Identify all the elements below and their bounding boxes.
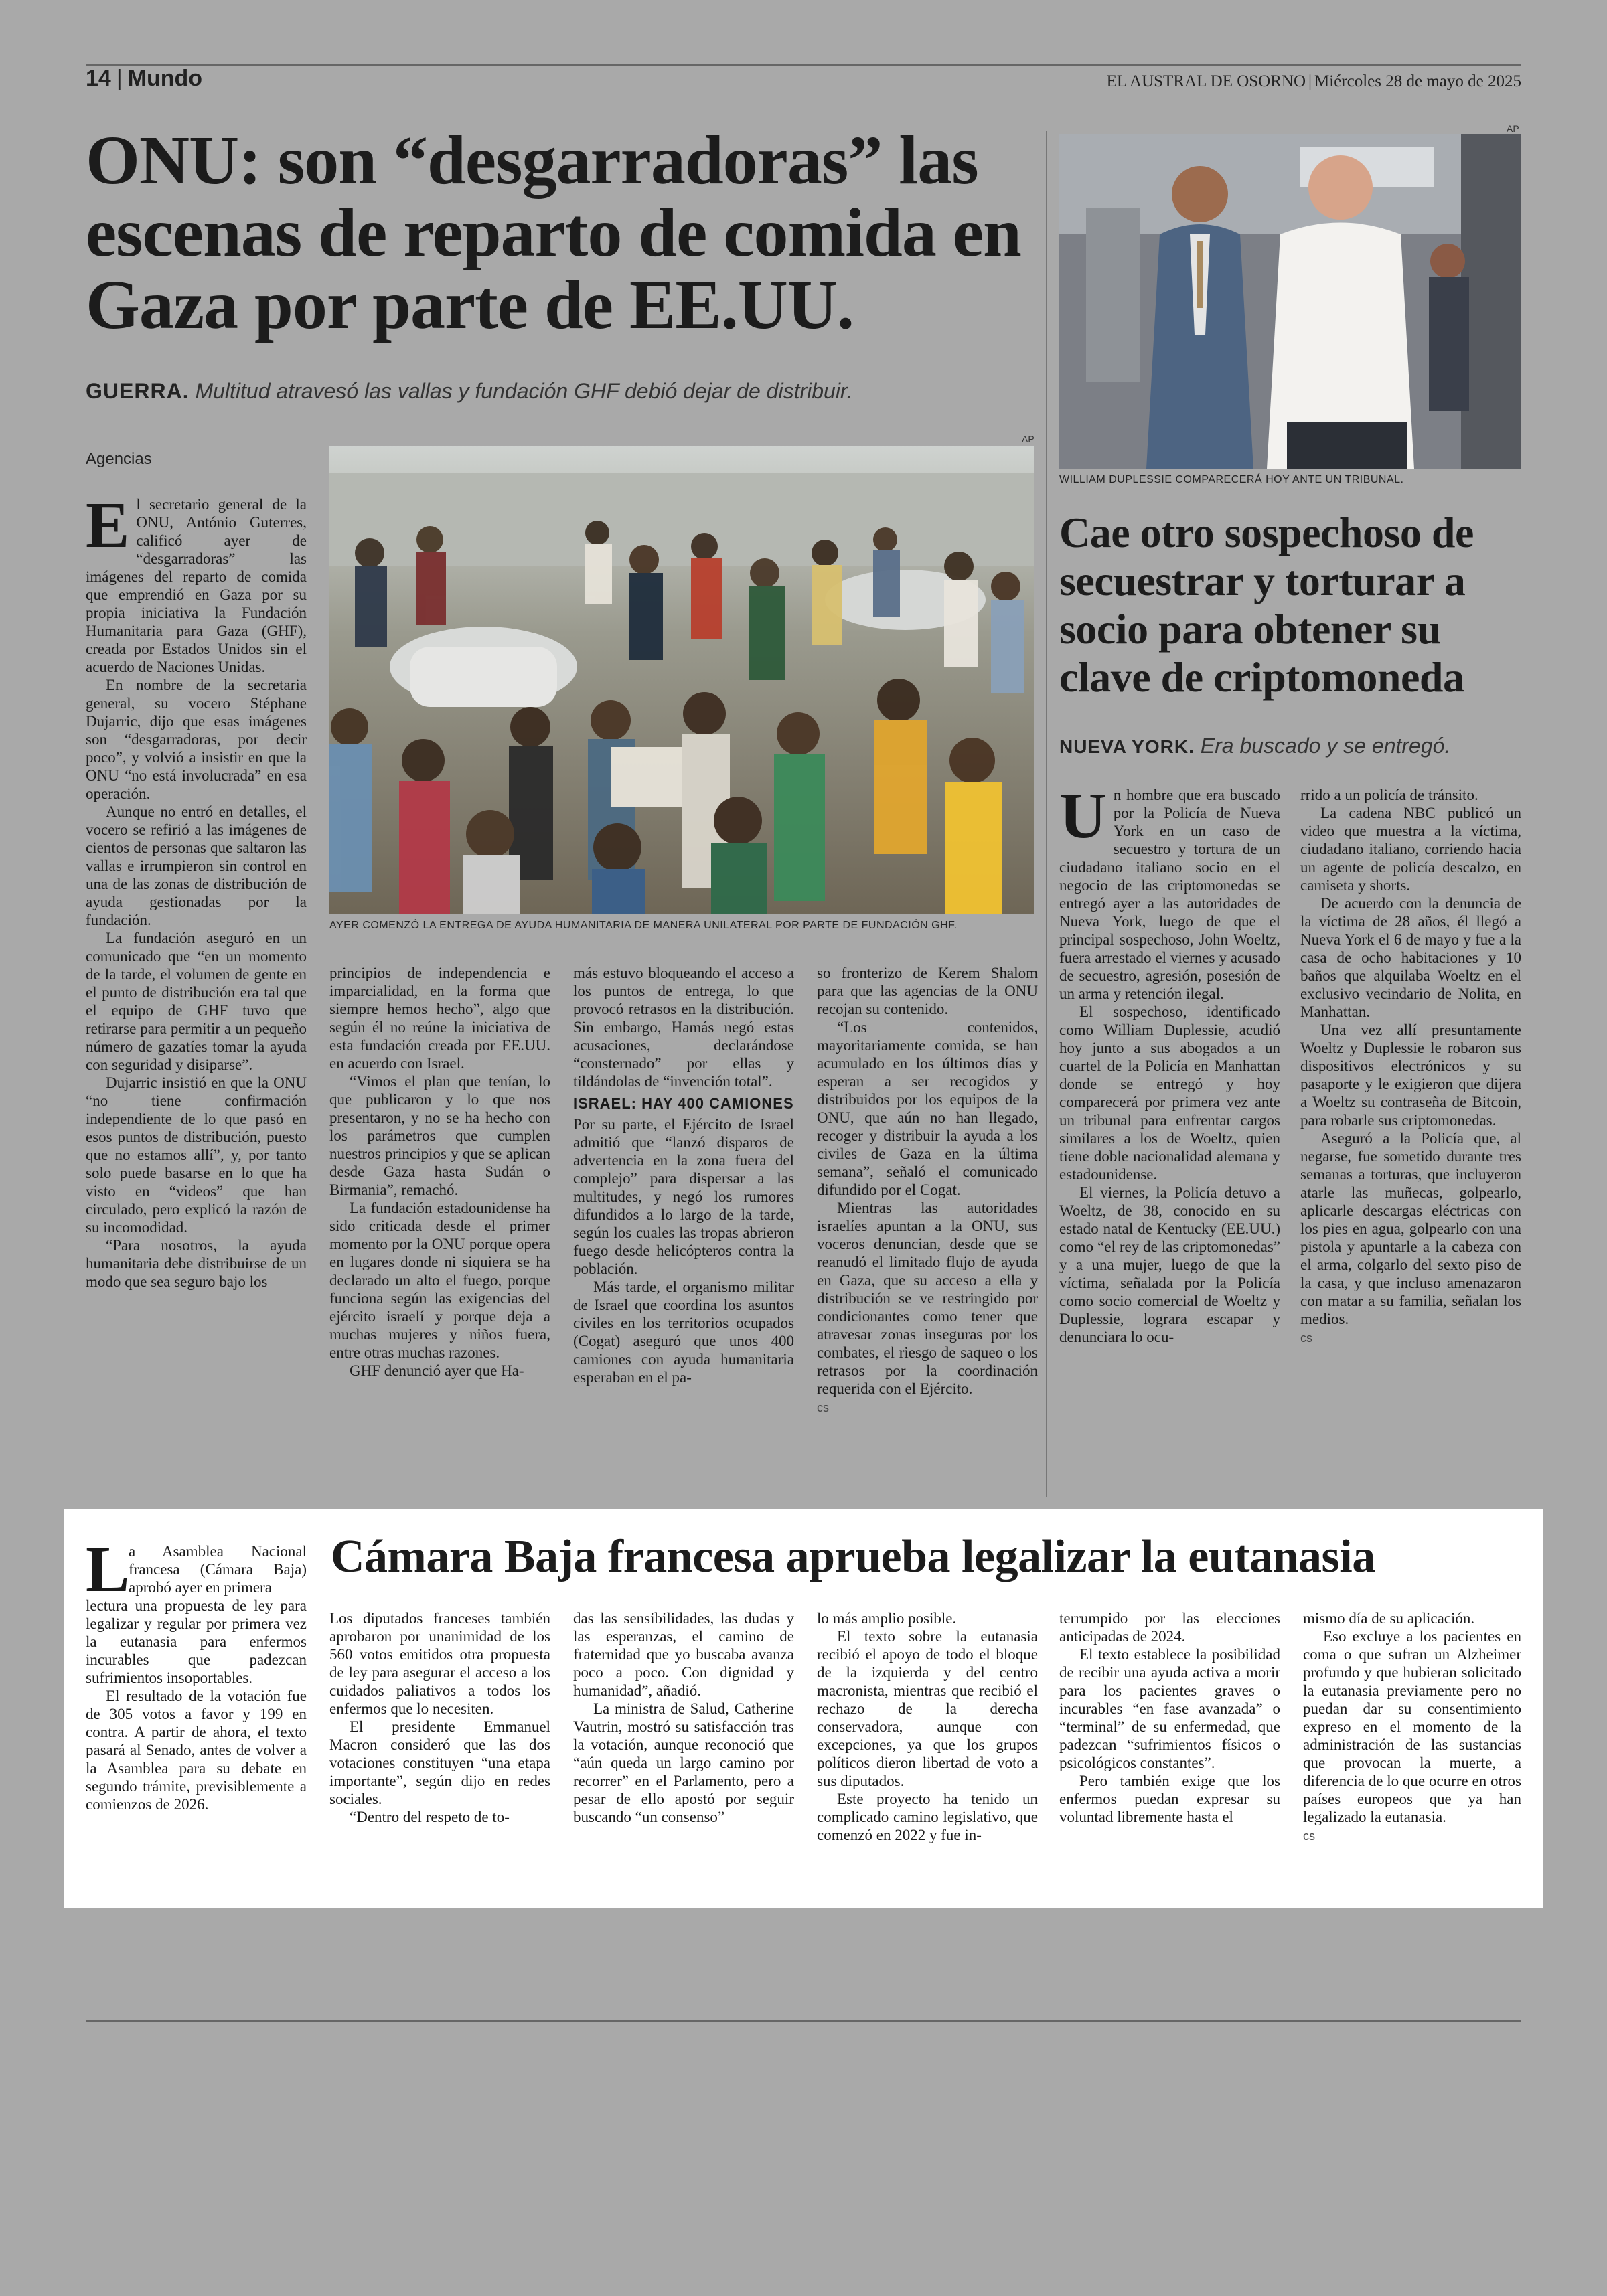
side-col1-p1: n hombre que era buscado por la Policía de Nueva York en un caso de secuestro y tortura de un ciudadano italiano socio en el negocio de las criptomonedas se entregó ayer a las autoridades de Nueva York, luego de que el principal sospechoso, John Woeltz, fuera arrestado el viernes y acusado de secuestro, agresión, posesión de un arma y retención ilegal.: [1059, 787, 1280, 1002]
bottom-col6-p1: mismo día de su aplicación.: [1303, 1610, 1475, 1627]
side-col2-p2: La cadena NBC publicó un video que muestra a la víctima, ciudadano italiano, corriendo hacia un agente de policía descalzo, en camiseta y shorts.: [1300, 805, 1521, 894]
byline: Agencias: [86, 450, 152, 468]
bottom-col5-p3: Pero también exige que los enfermos puedan expresar su voluntad libremente hasta el: [1059, 1773, 1280, 1825]
bottom-headline: Cámara Baja francesa aprueba legalizar la eutanasia: [331, 1531, 1375, 1582]
bottom-dropcap: L: [86, 1534, 130, 1606]
main-col1-p1: l secretario general de la ONU, António Guterres, calificó ayer de “desgarradoras” las imágenes del reparto de comida que emprendió en Gaza por su propia iniciativa la Fundación Humanitaria para Gaza (GHF), creada por Estados Unidos sin el acuerdo de Naciones Unidas.: [86, 496, 307, 675]
side-deck: [1059, 734, 1528, 758]
main-col1-p2: En nombre de la secretaria general, su vocero Stéphane Dujarric, dijo que esas imágenes son “desgarradoras, por decir poco”, y volvió a insistir en que la ONU “no está involucrada” en esa operación.: [86, 677, 307, 802]
main-col3-p3: Más tarde, el organismo militar de Israel que coordina los asuntos civiles en los territorios ocupados (Cogat) aseguró que unos 400 camiones con ayuda humanitaria esperaban en el pa-: [573, 1279, 794, 1386]
side-photo-credit: AP: [1507, 123, 1519, 134]
page-number: 14: [86, 66, 111, 91]
bottom-col3-p1: das las sensibilidades, las dudas y las esperanzas, el camino de fraternidad que yo buscaba avanza poco a poco. Con dignidad y humanidad”, añadió.: [573, 1610, 794, 1699]
side-col2-p3: De acuerdo con la denuncia de la víctima de 28 años, él llegó a Nueva York el 6 de mayo y fue a la casa de ocho habitaciones y 10 baños que alquilaba Woeltz en el exclusivo vecindario de Nolita, en Manhattan.: [1300, 895, 1521, 1020]
main-col1-p5: Dujarric insistió en que la ONU “no tiene confirmación independiente de lo que pasó en esos puntos de distribución, puesto que no estamos allí”, y, por tanto solo puede basarse en lo que ha visto en “videos” que han circulado, pero explicó la razón de su incomodidad.: [86, 1074, 307, 1236]
main-deck: [86, 379, 1050, 404]
main-col2-p1: principios de independencia e imparcialidad, en la forma que siempre hemos hecho”, algo que según él no reúne la iniciativa de esta fundación creada por EE.UU. en acuerdo con Israel.: [329, 965, 550, 1072]
bottom-col-1: [86, 1534, 307, 1813]
folio-separator: |: [116, 66, 123, 91]
bottom-col2-p2: El presidente Emmanuel Macron consideró que las dos votaciones constituyen “una etapa importante”, según dijo en redes sociales.: [329, 1718, 550, 1807]
main-deck-text: Multitud atravesó las vallas y fundación GHF debió dejar de distribuir.: [195, 379, 853, 403]
bottom-col5-p2: El texto establece la posibilidad de recibir una ayuda activa a morir para los pacientes graves o incurables “en fase avanzada” o “terminal” de su enfermedad, que padezcan “sufrimientos físicos o psicológicos constantes”.: [1059, 1646, 1280, 1771]
main-col2-p3: La fundación estadounidense ha sido criticada desde el primer momento por la ONU porque opera en lugares donde ni siquiera se ha declarado un alto el fuego, porque funciona según las exigencias del ejército israelí y porque deja a muchas mujeres y niños fuera, entre otras muchas razones.: [329, 1200, 550, 1361]
side-deck-text: Era buscado y se entregó.: [1200, 734, 1451, 758]
main-col-4: [817, 964, 1038, 1417]
bottom-col4-p2: El texto sobre la eutanasia recibió el apoyo de todo el bloque de la izquierda y del centro macronista, mientras que recibió el rechazo de la derecha conservadora, aunque con excepciones, ya que los grupos políticos dieron libertad de voto a sus diputados.: [817, 1628, 1038, 1789]
main-col1-p3: Aunque no entró en detalles, el vocero se refirió a las imágenes de cientos de personas que saltaron las vallas e irrumpieron sin control en una de las zonas de distribución de ayuda gestionadas por la fundación.: [86, 803, 307, 928]
main-col3-p1: más estuvo bloqueando el acceso a los puntos de entrega, lo que provocó retrasos en la distribución. Sin embargo, Hamás negó estas acusaciones, declarándose “consternado” por ellas y tildándolas de “invención total”.: [573, 965, 794, 1090]
side-col1-p3: El viernes, la Policía detuvo a Woeltz, de 38, conocido en su estado natal de Kentucky (EE.UU.) como “el rey de las criptomonedas” y a una mujer, luego de que la víctima, señalada por la Policía como socio comercial de Woeltz y Duplessie, lograra escapar y denunciara lo ocu-: [1059, 1184, 1280, 1345]
header-top-rule: [86, 64, 1521, 66]
side-dropcap: U: [1059, 780, 1107, 852]
publication-info: [1107, 72, 1521, 91]
publication-date: Miércoles 28 de mayo de 2025: [1314, 72, 1521, 90]
main-photo-credit: AP: [1022, 434, 1035, 444]
side-col2-p5: Aseguró a la Policía que, al negarse, fue sometido durante tres semanas a torturas, que incluyeron atarle las muñecas, golpearlo, aplicarle descargas eléctricas con los pies en agua, golpearlo con una pistola y apuntarle a la cabeza con el arma, colgarlo del sexto piso de la casa, y que incluso amenazaron con matar a su familia, señalan los medios.: [1300, 1130, 1521, 1327]
main-subtitle: ISRAEL: HAY 400 CAMIONES: [573, 1095, 794, 1112]
gaza-crowd-illustration: [329, 446, 1034, 914]
publication-name: EL AUSTRAL DE OSORNO: [1106, 72, 1306, 90]
main-photo-caption: AYER COMENZÓ LA ENTREGA DE AYUDA HUMANITARIA DE MANERA UNILATERAL POR PARTE DE FUNDACIÓN GHF.: [329, 920, 958, 931]
bottom-col1-p2: El resultado de la votación fue de 305 votos a favor y 199 en contra. A partir de ahora, el texto pasará al Senado, antes de volver a la Asamblea para su debate en segundo trámite, previsiblemente a comienzos de 2026.: [86, 1688, 307, 1813]
side-col-2: [1300, 786, 1521, 1347]
bottom-col-2: [329, 1609, 550, 1826]
bottom-col2-p3: “Dentro del respeto de to-: [350, 1809, 510, 1825]
bottom-col-3: [573, 1609, 794, 1826]
arrest-photo: [1059, 134, 1521, 469]
main-col4-p2: “Los contenidos, mayoritariamente comida, se han acumulado en los últimos días y esperan a ser recogidos y distribuidos por los equipos de la ONU, que aún no han llegado, recoger y distribuir la ayuda a los civiles de Gaza en la última semana”, señaló el comunicado difundido por el Cogat.: [817, 1019, 1038, 1198]
bottom-col-4: [817, 1609, 1038, 1844]
side-col2-p4: Una vez allí presuntamente Woeltz y Duplessie le robaron sus dispositivos electrónicos y su pasaporte y le exigieron que dijera a Woeltz su contraseña de Bitcoin, para robarle sus criptomonedas.: [1300, 1021, 1521, 1129]
bottom-col6-p2: Eso excluye a los pacientes en coma o que sufran un Alzheimer profundo y que hubieran solicitado la eutanasia previamente pero no puedan dar su consentimiento expreso en el momento de la administración de las sustancias que provocan la muerte, a diferencia de lo que ocurre en otros países europeos que ya han legalizado la eutanasia.: [1303, 1628, 1521, 1825]
main-col-2: [329, 964, 550, 1380]
main-end-mark: cs: [817, 1401, 829, 1414]
bottom-end-mark: cs: [1303, 1829, 1315, 1843]
bottom-col3-p2: La ministra de Salud, Catherine Vautrin, mostró su satisfacción tras la votación, aunque reconoció que “aún queda un largo camino por recorrer” en el Parlamento, pero a pesar de ello apostó por seguir buscando “un consenso”: [573, 1700, 794, 1825]
section-name: Mundo: [127, 66, 203, 91]
side-kicker: NUEVA YORK.: [1059, 736, 1195, 757]
bottom-lead-top-wrap: [86, 1534, 307, 1606]
bottom-col1-p1: lectura una propuesta de ley para legalizar y regular por primera vez la eutanasia para enfermos incurables que padezcan sufrimientos insoportables.: [86, 1597, 307, 1686]
bottom-col4-p3: Este proyecto ha tenido un complicado camino legislativo, que comenzó en 2022 y fue in-: [817, 1791, 1038, 1843]
main-headline: ONU: son “desgarradoras” las escenas de reparto de comida en Gaza por parte de EE.UU.: [86, 122, 1021, 343]
side-photo-caption: WILLIAM DUPLESSIE COMPARECERÁ HOY ANTE UN TRIBUNAL.: [1059, 474, 1404, 485]
bottom-col5-p1: terrumpido por las elecciones anticipadas de 2024.: [1059, 1610, 1280, 1645]
main-dropcap: E: [86, 489, 130, 562]
bottom-lead-top: a Asamblea Nacional francesa (Cámara Baja) aprobó ayer en primera: [129, 1543, 307, 1596]
publication-separator: |: [1308, 72, 1312, 90]
main-col3-p2: Por su parte, el Ejército de Israel admitió que “lanzó disparos de advertencia en la zona fuera del complejo” para dispersar a las multitudes, y negó los rumores difundidos a lo largo de la tarde, según los cuales las tropas abrieron fuego desde helicópteros contra la población.: [573, 1116, 794, 1277]
main-col4-p3: Mientras las autoridades israelíes apuntan a la ONU, sus voceros denuncian, desde que se reanudó el limitado flujo de ayuda en Gaza, que su acceso a ella y distribución se ve restringido por condicionantes como tener que atravesar zonas inseguras por los combates, el riesgo de saqueo o los retrasos por la coordinación requerida con el Ejército.: [817, 1200, 1038, 1397]
side-end-mark: cs: [1300, 1331, 1312, 1345]
arrest-illustration: [1059, 134, 1521, 469]
side-col1-p2: El sospechoso, identificado como William Duplessie, acudió hoy junto a sus abogados a un cuartel de la Policía en Manhattan donde se entregó y hoy comparecerá por primera vez ante un tribunal para enfrentar cargos similares a los de Woeltz, quien tiene doble nacionalidad alemana y estadounidense.: [1059, 1003, 1280, 1183]
side-col2-p1: rrido a un policía de tránsito.: [1300, 787, 1478, 803]
main-col1-p4: La fundación aseguró en un comunicado que “en un momento de la tarde, el volumen de gente en el punto de distribución era tal que el equipo de GHF tuvo que retirarse para permitir a un pequeño número de gazatíes tomar la ayuda con seguridad y disiparse”.: [86, 930, 307, 1073]
main-col2-p4: GHF denunció ayer que Ha-: [350, 1362, 524, 1379]
folio: [86, 66, 202, 92]
main-col-3: [573, 964, 794, 1386]
bottom-col2-p1: Los diputados franceses también aprobaron por unanimidad de los 560 votos emitidos otra propuesta de ley para asegurar el acceso a los cuidados paliativos a todos los enfermos que lo necesiten.: [329, 1610, 550, 1717]
side-headline: Cae otro sospechoso de secuestrar y torturar a socio para obtener su clave de criptomoneda: [1059, 509, 1474, 701]
column-divider: [1046, 131, 1047, 1497]
bottom-col-6: [1303, 1609, 1521, 1846]
footer-rule: [86, 2020, 1521, 2022]
main-col4-p1: so fronterizo de Kerem Shalom para que las agencias de la ONU recojan su contenido.: [817, 965, 1038, 1017]
main-col2-p2: “Vimos el plan que tenían, lo que publicaron y lo que nos presentaron, y no se ha hecho con los parámetros que cumplen nuestros principios y que se aplican desde Gaza hasta Sudán o Birmania”, remachó.: [329, 1073, 550, 1198]
main-kicker: GUERRA.: [86, 379, 189, 403]
side-col-1: [1059, 780, 1280, 1346]
gaza-crowd-photo: [329, 446, 1034, 914]
bottom-col-5: [1059, 1609, 1280, 1826]
bottom-col4-p1: lo más amplio posible.: [817, 1610, 957, 1627]
main-col-1: [86, 489, 307, 1291]
main-col1-p6: “Para nosotros, la ayuda humanitaria debe distribuirse de un modo que sea seguro bajo los: [86, 1237, 307, 1290]
